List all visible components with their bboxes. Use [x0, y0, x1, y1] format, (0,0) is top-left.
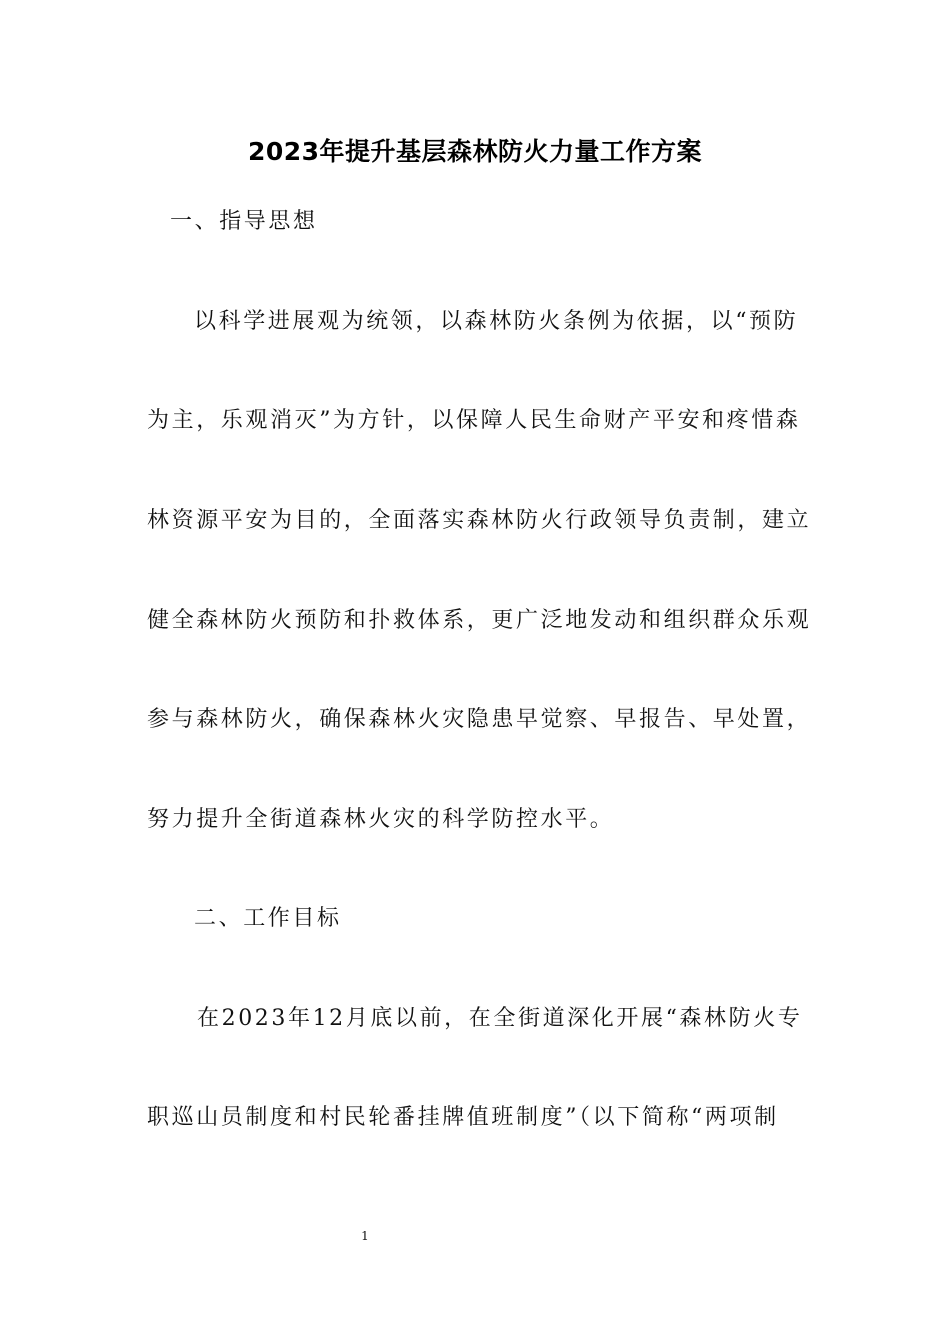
paragraph-line: 职巡山员制度和村民轮番挂牌值班制度”（以下简称“两项制 — [147, 1105, 779, 1130]
paragraph-line: 参与森林防火，确保森林火灾隐患早觉察、早报告、早处置， — [147, 707, 812, 732]
section-heading-guiding-ideology: 一、指导思想 — [170, 209, 318, 234]
paragraph-line: 在2023年12月底以前，在全街道深化开展“森林防火专 — [197, 1006, 803, 1031]
paragraph-line: 以科学进展观为统领，以森林防火条例为依据，以“预防 — [194, 309, 799, 334]
paragraph-line: 为主，乐观消灭”为方针，以保障人民生命财产平安和疼惜森 — [147, 408, 801, 433]
paragraph-line: 林资源平安为目的，全面落实森林防火行政领导负责制，建立 — [147, 508, 812, 533]
section-heading-work-goals: 二、工作目标 — [194, 906, 342, 931]
page-number: 1 — [361, 1229, 369, 1243]
paragraph-line: 努力提升全街道森林火灾的科学防控水平。 — [147, 807, 615, 832]
paragraph-line: 健全森林防火预防和扑救体系，更广泛地发动和组织群众乐观 — [147, 608, 812, 633]
document-title: 2023年提升基层森林防火力量工作方案 — [247, 137, 703, 166]
